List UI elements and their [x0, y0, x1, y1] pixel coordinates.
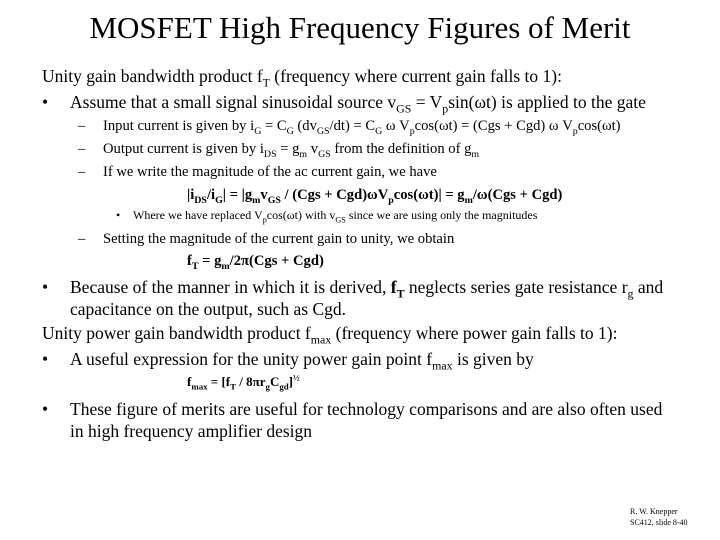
dash-marker: –: [78, 231, 86, 247]
ft-neglect-text-cont: capacitance on the output, such as Cgd.: [70, 299, 347, 319]
unity-gain-heading: Unity gain bandwidth product $f_T$ (frequency where current gain falls to 1):: [42, 66, 562, 90]
input-current-text: Input current is given by $i_G = C_G$ $(dv_{GS}/dt) = C_G$ ω $V_p\cos(\omega t) = (Cgs + Cgd)$ ω $V_p\cos(\omega t)$: [103, 118, 621, 137]
dash-marker: –: [78, 164, 86, 180]
figures-of-merit-text-cont: in high frequency amplifier design: [70, 421, 313, 441]
bullet-marker: •: [116, 208, 121, 222]
output-current-text: Output current is given by $i_{DS} = g_m$ $v_{GS}$ from the definition of $g_m$: [103, 141, 480, 160]
slide-footer: [630, 506, 688, 528]
footer-slide-ref: SC412, slide 8-40: [630, 518, 688, 527]
replaced-note-text: Where we have replaced $V_p\cos(\omega t)$ with $v_{GS}$ since we are using only the magnitudes: [133, 208, 538, 225]
fmax-formula: $f_{max} = [f_T / 8\pi r_gC_{gd}]^{\frac{1}{2}}$: [187, 372, 300, 392]
dash-marker: –: [78, 141, 86, 157]
current-gain-formula: $|i_{DS}/i_G| = |g_mv_{GS} / (Cgs + Cgd)\omega V_p\cos(\omega t)| = g_m/\omega(Cgs + Cgd)$: [187, 187, 563, 206]
fmax-intro-text: A useful expression for the unity power gain point $f_{max}$ is given by: [70, 349, 534, 373]
bullet-marker: •: [42, 92, 49, 112]
slide-title: MOSFET High Frequency Figures of Merit: [89, 10, 631, 45]
bullet-marker: •: [42, 349, 49, 369]
assume-source-text: Assume that a small signal sinusoidal source $v_{GS} = V_p\sin(\omega t)$ is applied to the gate: [70, 92, 646, 116]
setting-unity-text: Setting the magnitude of the current gain to unity, we obtain: [103, 231, 455, 247]
ft-formula: $f_T = g_m/2\pi(Cgs + Cgd)$: [187, 253, 324, 272]
bullet-marker: •: [42, 277, 49, 297]
ft-neglect-text: Because of the manner in which it is derived, $f_T$ neglects series gate resistance $r_g$ and: [70, 277, 664, 301]
unity-power-heading: Unity power gain bandwidth product $f_{max}$ (frequency where power gain falls to 1):: [42, 323, 618, 347]
bullet-marker: •: [42, 399, 49, 419]
figures-of-merit-text: These figure of merits are useful for technology comparisons and are also often used: [70, 399, 663, 419]
footer-author: R. W. Knepper: [630, 507, 678, 516]
magnitude-text: If we write the magnitude of the ac current gain, we have: [103, 164, 437, 180]
dash-marker: –: [78, 118, 86, 134]
